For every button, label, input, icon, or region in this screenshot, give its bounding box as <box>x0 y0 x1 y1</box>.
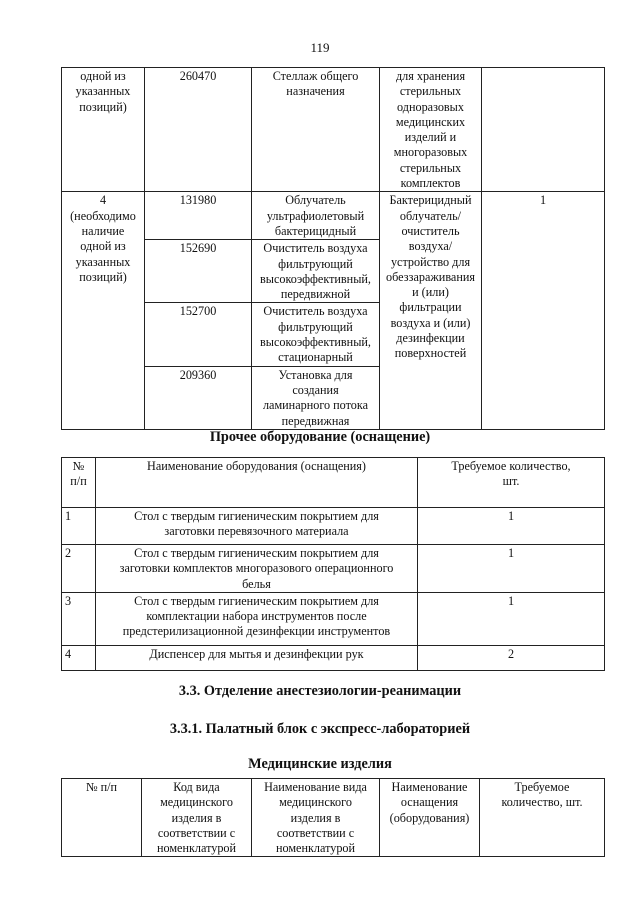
other-equipment-title: Прочее оборудование (оснащение) <box>209 429 431 445</box>
row-name: Диспенсер для мытья и дезинфекции рук <box>96 645 418 670</box>
other-equipment-table <box>61 457 605 671</box>
row-qty: 1 <box>418 545 605 593</box>
header-name: Наименование оборудования (оснащения) <box>96 458 418 508</box>
med-header-qty: Требуемое количество, шт. <box>480 779 605 857</box>
medical-devices-table <box>61 778 605 857</box>
med-header-name: Наименование вида медицинского изделия в соответствии с номенклатурой <box>252 779 380 857</box>
table-row <box>62 645 605 670</box>
table1-item4-code: 209360 <box>145 366 252 429</box>
table1-item1-code: 131980 <box>145 192 252 240</box>
row-num: 1 <box>62 508 96 545</box>
table-header-row <box>62 458 605 508</box>
table1-item1-name: Облучатель ультрафиолетовый бактерицидный <box>252 192 380 240</box>
row-num: 2 <box>62 545 96 593</box>
table1-r2-position: 4 (необходимо наличие одной из указанных позиций) <box>62 192 145 429</box>
med-header-equipment: Наименование оснащения (оборудования) <box>380 779 480 857</box>
header-num: № п/п <box>62 458 96 508</box>
table1-item2-name: Очиститель воздуха фильтрующий высокоэффективный, передвижной <box>252 240 380 303</box>
table1-r1-name: Стеллаж общего назначения <box>252 68 380 192</box>
subsection-heading: 3.3.1. Палатный блок с экспресс-лабораторией <box>169 721 471 737</box>
row-qty: 2 <box>418 645 605 670</box>
table-row <box>62 545 605 593</box>
med-header-num: № п/п <box>62 779 142 857</box>
devices-table-continued <box>61 67 605 430</box>
med-header-code: Код вида медицинского изделия в соответствии с номенклатурой <box>142 779 252 857</box>
row-name: Стол с твердым гигиеническим покрытием для комплектации набора инструментов после предстерилизационной дезинфекции инструментов <box>96 592 418 645</box>
table1-r1-qty <box>482 68 605 192</box>
row-qty: 1 <box>418 508 605 545</box>
table1-item3-code: 152700 <box>145 303 252 366</box>
table-header-row <box>62 779 605 857</box>
table-row <box>62 68 605 192</box>
table1-item3-name: Очиститель воздуха фильтрующий высокоэффективный, стационарный <box>252 303 380 366</box>
row-qty: 1 <box>418 592 605 645</box>
row-num: 3 <box>62 592 96 645</box>
table-row <box>62 192 605 240</box>
row-name: Стол с твердым гигиеническим покрытием для заготовки комплектов многоразового операционного белья <box>96 545 418 593</box>
table1-r1-code: 260470 <box>145 68 252 192</box>
row-name: Стол с твердым гигиеническим покрытием для заготовки перевязочного материала <box>96 508 418 545</box>
table1-item4-name: Установка для создания ламинарного потока передвижная <box>252 366 380 429</box>
medical-devices-title: Медицинские изделия <box>248 756 392 772</box>
table-row <box>62 592 605 645</box>
table1-r2-equipment: Бактерицидный облучатель/ очиститель воздуха/ устройство для обеззараживания и (или) фильтрации воздуха и (или) дезинфекции поверхностей <box>380 192 482 429</box>
table1-item2-code: 152690 <box>145 240 252 303</box>
section-heading: 3.3. Отделение анестезиологии-реанимации <box>178 683 462 699</box>
table1-r1-position: одной из указанных позиций) <box>62 68 145 192</box>
table1-r2-qty: 1 <box>482 192 605 429</box>
row-num: 4 <box>62 645 96 670</box>
table1-r1-equipment: для хранения стерильных одноразовых медицинских изделий и многоразовых стерильных комплектов <box>380 68 482 192</box>
header-qty: Требуемое количество, шт. <box>418 458 605 508</box>
table-row <box>62 508 605 545</box>
page-number: 119 <box>310 40 330 55</box>
